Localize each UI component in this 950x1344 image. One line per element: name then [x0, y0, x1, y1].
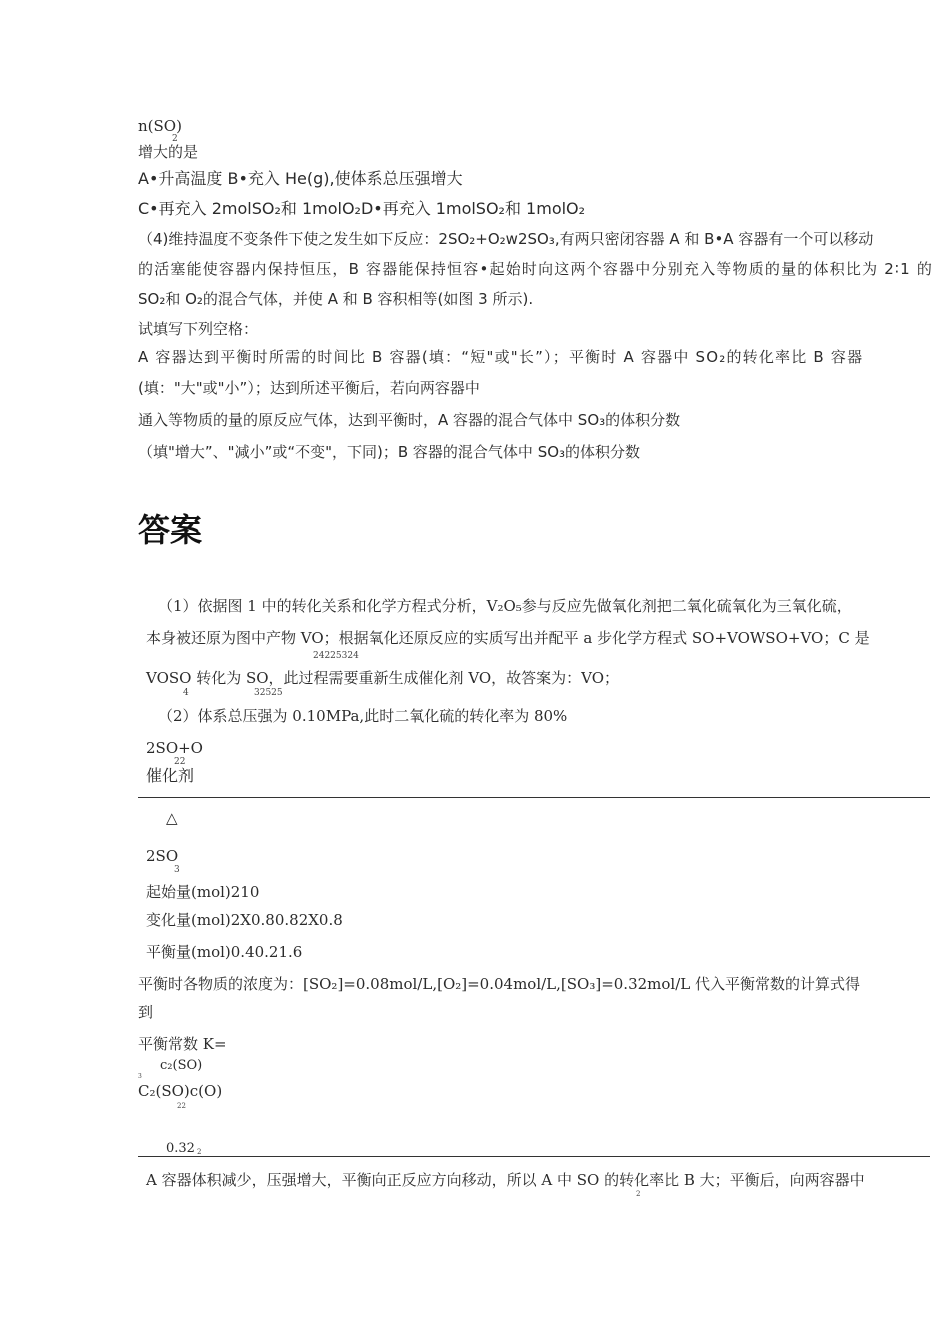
blank-line-2: (填："大"或"小”）；达到所述平衡后，若向两容器中	[138, 379, 480, 397]
answer4-line: A 容器体积减少，压强增大，平衡向正反应方向移动，所以 A 中 SO 的转化率比 B 大；平衡后，向两容器中	[146, 1171, 865, 1189]
k-denominator: C₂(SO)c(O)	[138, 1082, 223, 1100]
options-a-b: A•升高温度 B•充入 He(g),使体系总压强增大	[138, 169, 463, 188]
initial-amount: 起始量(mol)210	[146, 883, 260, 901]
heat-symbol: △	[166, 809, 178, 827]
k-numerator-subscript: 3	[138, 1073, 142, 1080]
equilibrium-amount: 平衡量(mol)0.40.21.6	[146, 943, 303, 961]
blank-line-4: （填"增大”、"减小”或“不变"，下同)；B 容器的混合气体中 SO₃的体积分数	[138, 443, 641, 461]
answer4-subscript: 2	[636, 1190, 641, 1198]
k-numerator: c₂(SO)	[160, 1058, 203, 1073]
answer-heading: 答案	[138, 511, 203, 549]
options-c-d: C•再充入 2molSO₂和 1molO₂D•再充入 1molSO₂和 1molO₂	[138, 199, 586, 218]
k-value-subscript: 2	[197, 1148, 202, 1156]
equilibrium-constant-label: 平衡常数 K=	[138, 1035, 227, 1053]
catalyst-label: 催化剂	[146, 766, 195, 785]
equation-arrow-line	[138, 797, 930, 798]
fraction-line	[138, 1156, 930, 1157]
part4-line-2: 的活塞能使容器内保持恒压，B 容器能保持恒容•起始时向这两个容器中分别充入等物质的量的体积比为 2∶1 的	[138, 260, 934, 278]
equation-right: 2SO	[146, 847, 179, 865]
answer1-line-3-sub-b: 32525	[254, 688, 283, 698]
answer2-line-1: （2）体系总压强为 0.10MPa,此时二氧化硫的转化率为 80%	[158, 707, 568, 725]
answer1-line-3: VOSO 转化为 SO，此过程需要重新生成催化剂 VO，故答案为：VO；	[146, 669, 620, 687]
increase-is-text: 增大的是	[138, 143, 199, 161]
equation-right-subscript: 3	[174, 865, 180, 875]
n-so-label: n(SO)	[138, 117, 182, 135]
blank-line-1: A 容器达到平衡时所需的时间比 B 容器(填：“短"或"长”）；平衡时 A 容器中 SO₂的转化率比 B 容器	[138, 348, 864, 366]
answer1-line-3-sub-a: 4	[183, 688, 189, 698]
part4-line-1: （4)维持温度不变条件下使之发生如下反应：2SO₂+O₂w2SO₃,有两只密闭容器 A 和 B•A 容器有一个可以移动	[138, 230, 874, 248]
k-value: 0.32	[166, 1141, 195, 1156]
n-so-subscript: 2	[172, 134, 178, 144]
fill-blank-instruction: 试填写下列空格：	[138, 320, 259, 338]
answer1-line-2: 本身被还原为图中产物 VO；根据氧化还原反应的实质写出并配平 a 步化学方程式 SO+VOWSO+VO；C 是	[146, 629, 870, 647]
equation-left: 2SO+O	[146, 739, 203, 757]
blank-line-3: 通入等物质的量的原反应气体，达到平衡时，A 容器的混合气体中 SO₃的体积分数	[138, 411, 681, 429]
k-denominator-subscript: 22	[177, 1102, 186, 1110]
change-amount: 变化量(mol)2X0.80.82X0.8	[146, 911, 343, 929]
part4-line-3: SO₂和 O₂的混合气体，并使 A 和 B 容积相等(如图 3 所示).	[138, 290, 534, 308]
concentration-line-1: 平衡时各物质的浓度为：[SO₂]=0.08mol/L,[O₂]=0.04mol/L,[SO₃]=0.32mol/L 代入平衡常数的计算式得	[138, 975, 861, 993]
answer1-line-2-subscripts: 24225324	[313, 651, 359, 661]
answer1-line-1: （1）依据图 1 中的转化关系和化学方程式分析，V₂O₅参与反应先做氧化剂把二氧化硫氧化为三氧化硫，	[158, 597, 852, 615]
equation-left-subscript: 22	[174, 757, 186, 767]
concentration-line-2: 到	[138, 1003, 154, 1021]
